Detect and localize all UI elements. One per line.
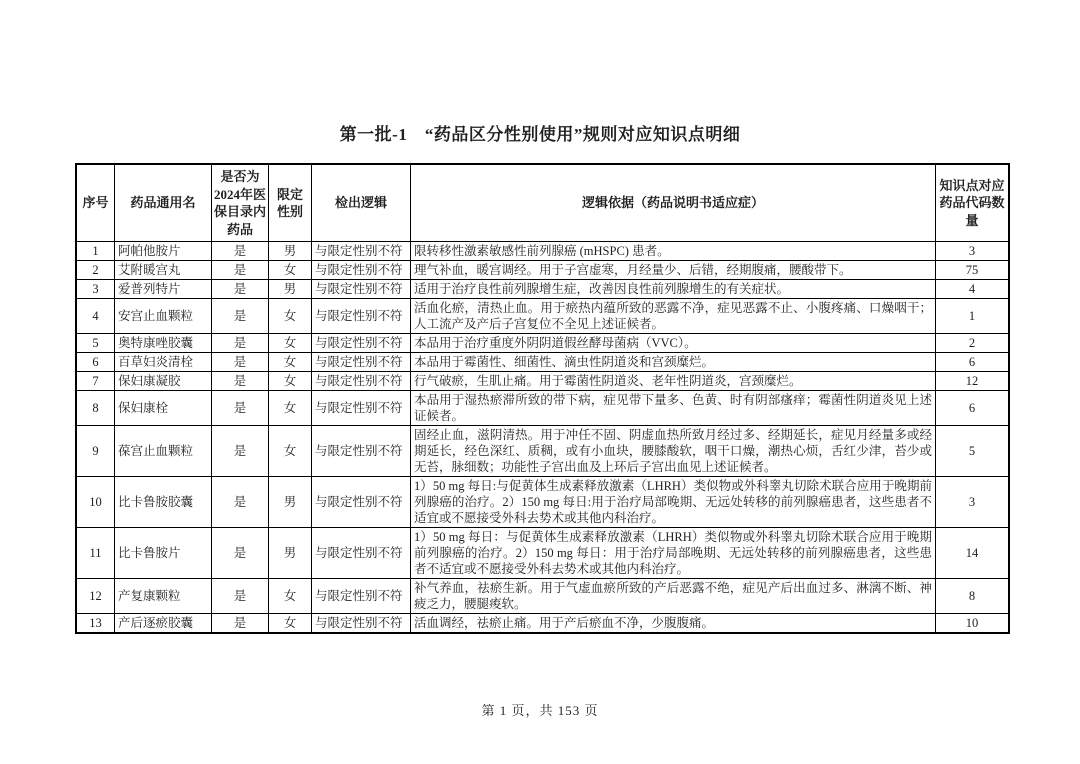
- cell-limited-gender: 女: [269, 579, 312, 614]
- cell-logic-basis: 理气补血，暖宫调经。用于子宫虚寒，月经量少、后错，经期腹痛，腰酸带下。: [411, 261, 936, 280]
- cell-detection-logic: 与限定性别不符: [312, 372, 411, 391]
- table-body: [76, 242, 1009, 634]
- cell-drug-name: 葆宫止血颗粒: [115, 426, 212, 477]
- table-row: [76, 334, 1009, 353]
- table-header: [76, 164, 1009, 242]
- table-row: [76, 528, 1009, 579]
- table-row: [76, 391, 1009, 426]
- cell-drug-code-count: 10: [936, 614, 1010, 634]
- cell-insured-catalog: 是: [212, 426, 269, 477]
- cell-logic-basis: 1）50 mg 每日:与促黄体生成素释放激素（LHRH）类似物或外科睾丸切除术联合应用于晚期前列腺癌的治疗。2）150 mg 每日:用于治疗局部晚期、无远处转移的前列腺癌患者，这些患者不适宜或不愿接受外科去势术或其他内科治疗。: [411, 477, 936, 528]
- cell-drug-code-count: 3: [936, 242, 1010, 261]
- cell-insured-catalog: 是: [212, 579, 269, 614]
- cell-limited-gender: 男: [269, 477, 312, 528]
- cell-limited-gender: 女: [269, 353, 312, 372]
- cell-drug-code-count: 6: [936, 353, 1010, 372]
- cell-limited-gender: 女: [269, 299, 312, 334]
- cell-detection-logic: 与限定性别不符: [312, 334, 411, 353]
- table-row: [76, 426, 1009, 477]
- cell-detection-logic: 与限定性别不符: [312, 579, 411, 614]
- cell-drug-name: 百草妇炎清栓: [115, 353, 212, 372]
- cell-drug-name: 爱普列特片: [115, 280, 212, 299]
- cell-drug-name: 保妇康栓: [115, 391, 212, 426]
- cell-serial-number: 4: [76, 299, 115, 334]
- cell-logic-basis: 行气破瘀，生肌止痛。用于霉菌性阴道炎、老年性阴道炎，宫颈糜烂。: [411, 372, 936, 391]
- cell-drug-name: 奥特康唑胶囊: [115, 334, 212, 353]
- cell-insured-catalog: 是: [212, 299, 269, 334]
- table-row: [76, 614, 1009, 634]
- cell-logic-basis: 本品用于治疗重度外阴阴道假丝酵母菌病（VVC）。: [411, 334, 936, 353]
- cell-detection-logic: 与限定性别不符: [312, 353, 411, 372]
- cell-limited-gender: 女: [269, 334, 312, 353]
- cell-drug-name: 阿帕他胺片: [115, 242, 212, 261]
- cell-detection-logic: 与限定性别不符: [312, 528, 411, 579]
- cell-insured-catalog: 是: [212, 261, 269, 280]
- cell-detection-logic: 与限定性别不符: [312, 299, 411, 334]
- cell-serial-number: 7: [76, 372, 115, 391]
- cell-insured-catalog: 是: [212, 528, 269, 579]
- table-header-row: [76, 164, 1009, 242]
- cell-detection-logic: 与限定性别不符: [312, 477, 411, 528]
- cell-drug-code-count: 8: [936, 579, 1010, 614]
- cell-detection-logic: 与限定性别不符: [312, 391, 411, 426]
- table-row: [76, 372, 1009, 391]
- column-header: 检出逻辑: [312, 164, 411, 242]
- table-row: [76, 242, 1009, 261]
- cell-serial-number: 13: [76, 614, 115, 634]
- cell-limited-gender: 女: [269, 372, 312, 391]
- cell-serial-number: 2: [76, 261, 115, 280]
- cell-drug-name: 保妇康凝胶: [115, 372, 212, 391]
- cell-serial-number: 11: [76, 528, 115, 579]
- column-header: 序号: [76, 164, 115, 242]
- table-row: [76, 280, 1009, 299]
- cell-detection-logic: 与限定性别不符: [312, 242, 411, 261]
- cell-drug-name: 比卡鲁胺胶囊: [115, 477, 212, 528]
- column-header: 是否为2024年医保目录内药品: [212, 164, 269, 242]
- cell-serial-number: 3: [76, 280, 115, 299]
- cell-logic-basis: 适用于治疗良性前列腺增生症，改善因良性前列腺增生的有关症状。: [411, 280, 936, 299]
- cell-drug-code-count: 14: [936, 528, 1010, 579]
- cell-serial-number: 10: [76, 477, 115, 528]
- cell-logic-basis: 本品用于湿热瘀滞所致的带下病，症见带下量多、色黄、时有阴部瘙痒；霉菌性阴道炎见上述证候者。: [411, 391, 936, 426]
- cell-detection-logic: 与限定性别不符: [312, 614, 411, 634]
- cell-drug-name: 产复康颗粒: [115, 579, 212, 614]
- cell-drug-code-count: 5: [936, 426, 1010, 477]
- page-title: 第一批-1 “药品区分性别使用”规则对应知识点明细: [339, 125, 741, 144]
- cell-drug-code-count: 75: [936, 261, 1010, 280]
- cell-insured-catalog: 是: [212, 242, 269, 261]
- cell-drug-code-count: 1: [936, 299, 1010, 334]
- cell-limited-gender: 男: [269, 528, 312, 579]
- cell-insured-catalog: 是: [212, 391, 269, 426]
- cell-limited-gender: 女: [269, 426, 312, 477]
- cell-logic-basis: 补气养血，祛瘀生新。用于气虚血瘀所致的产后恶露不绝，症见产后出血过多、淋漓不断、神疲乏力，腰腿痠软。: [411, 579, 936, 614]
- page-number: 第 1 页，共 153 页: [481, 703, 599, 718]
- cell-insured-catalog: 是: [212, 280, 269, 299]
- cell-drug-name: 艾附暖宫丸: [115, 261, 212, 280]
- cell-serial-number: 9: [76, 426, 115, 477]
- cell-limited-gender: 女: [269, 614, 312, 634]
- column-header: 药品通用名: [115, 164, 212, 242]
- cell-insured-catalog: 是: [212, 477, 269, 528]
- column-header: 限定性别: [269, 164, 312, 242]
- cell-detection-logic: 与限定性别不符: [312, 261, 411, 280]
- cell-drug-code-count: 2: [936, 334, 1010, 353]
- cell-serial-number: 5: [76, 334, 115, 353]
- cell-logic-basis: 活血化瘀，清热止血。用于瘀热内蕴所致的恶露不净，症见恶露不止、小腹疼痛、口燥咽干；人工流产及产后子宫复位不全见上述证候者。: [411, 299, 936, 334]
- cell-limited-gender: 女: [269, 261, 312, 280]
- cell-limited-gender: 男: [269, 280, 312, 299]
- cell-logic-basis: 固经止血，滋阴清热。用于冲任不固、阴虚血热所致月经过多、经期延长，症见月经量多或经期延长，经色深红、质稠，或有小血块，腰膝酸软，咽干口燥，潮热心烦，舌红少津，苔少或无苔，脉细数；功能性子宫出血及上环后子宫出血见上述证候者。: [411, 426, 936, 477]
- cell-drug-code-count: 6: [936, 391, 1010, 426]
- cell-detection-logic: 与限定性别不符: [312, 280, 411, 299]
- cell-limited-gender: 男: [269, 242, 312, 261]
- column-header: 逻辑依据（药品说明书适应症）: [411, 164, 936, 242]
- cell-drug-code-count: 4: [936, 280, 1010, 299]
- cell-drug-code-count: 3: [936, 477, 1010, 528]
- cell-insured-catalog: 是: [212, 334, 269, 353]
- table-row: [76, 353, 1009, 372]
- column-header: 知识点对应药品代码数量: [936, 164, 1010, 242]
- cell-drug-code-count: 12: [936, 372, 1010, 391]
- cell-logic-basis: 本品用于霉菌性、细菌性、滴虫性阴道炎和宫颈糜烂。: [411, 353, 936, 372]
- cell-logic-basis: 限转移性激素敏感性前列腺癌 (mHSPC) 患者。: [411, 242, 936, 261]
- cell-detection-logic: 与限定性别不符: [312, 426, 411, 477]
- table-row: [76, 261, 1009, 280]
- cell-serial-number: 12: [76, 579, 115, 614]
- cell-serial-number: 1: [76, 242, 115, 261]
- table-row: [76, 579, 1009, 614]
- cell-logic-basis: 1）50 mg 每日：与促黄体生成素释放激素（LHRH）类似物或外科睾丸切除术联合应用于晚期前列腺癌的治疗。2）150 mg 每日：用于治疗局部晚期、无远处转移的前列腺癌患者，这些患者不适宜或不愿接受外科去势术或其他内科治疗。: [411, 528, 936, 579]
- cell-insured-catalog: 是: [212, 614, 269, 634]
- cell-insured-catalog: 是: [212, 372, 269, 391]
- knowledge-point-table: [75, 163, 1010, 634]
- cell-drug-name: 产后逐瘀胶囊: [115, 614, 212, 634]
- cell-serial-number: 6: [76, 353, 115, 372]
- cell-logic-basis: 活血调经，祛瘀止痛。用于产后瘀血不净，少腹腹痛。: [411, 614, 936, 634]
- cell-drug-name: 安宫止血颗粒: [115, 299, 212, 334]
- cell-limited-gender: 女: [269, 391, 312, 426]
- cell-serial-number: 8: [76, 391, 115, 426]
- table-row: [76, 477, 1009, 528]
- cell-insured-catalog: 是: [212, 353, 269, 372]
- table-row: [76, 299, 1009, 334]
- cell-drug-name: 比卡鲁胺片: [115, 528, 212, 579]
